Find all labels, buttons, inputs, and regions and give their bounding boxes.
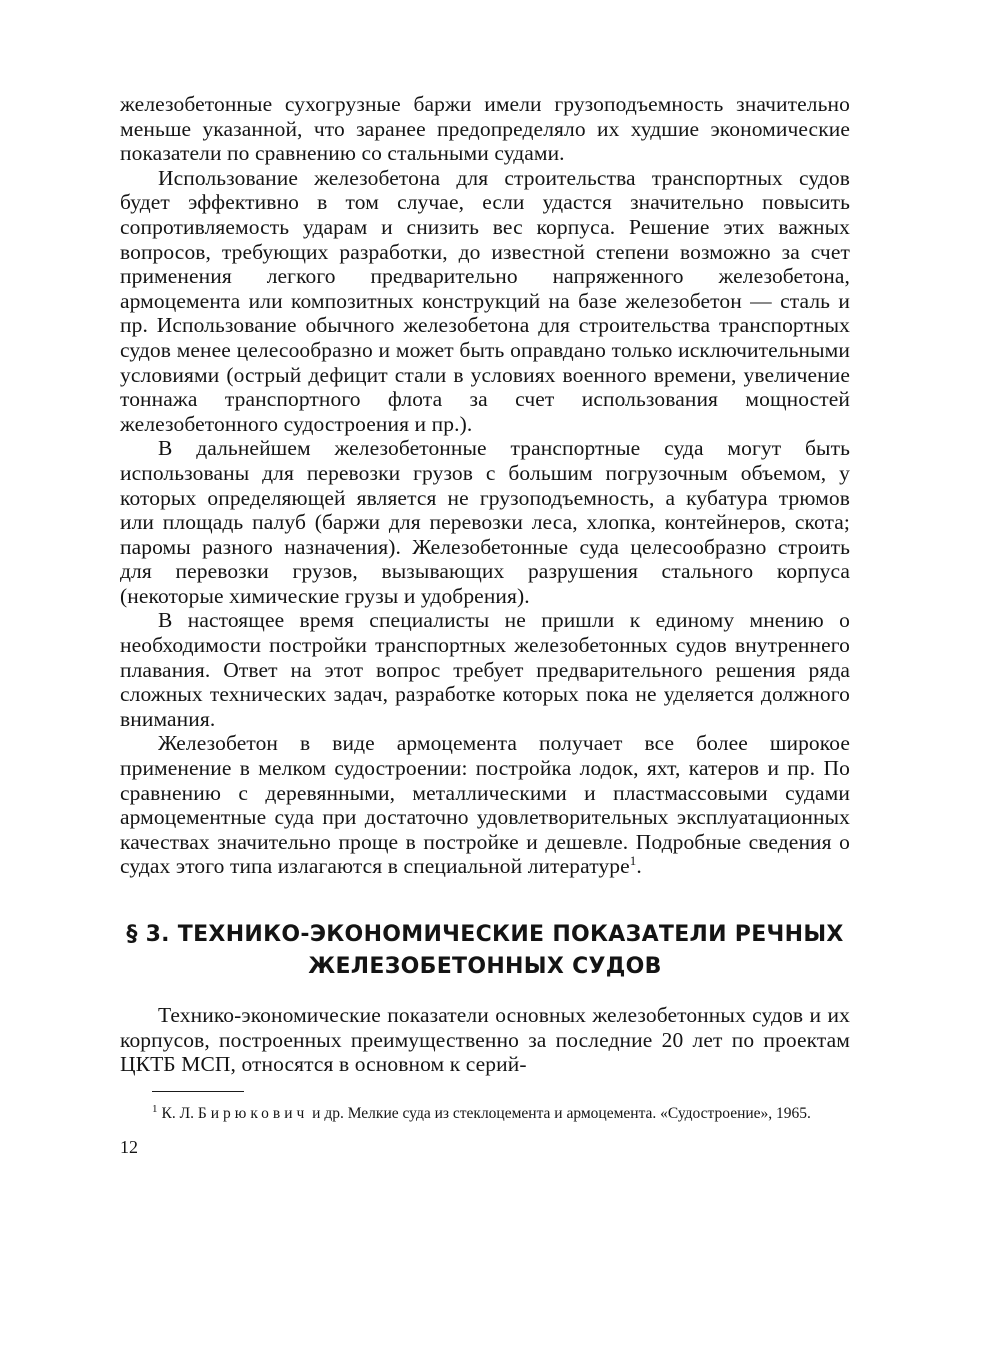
- section-heading-line-1: § 3. ТЕХНИКО-ЭКОНОМИЧЕСКИЕ ПОКАЗАТЕЛИ РЕЧНЫХ: [126, 922, 844, 947]
- section-text: [120, 1003, 850, 1077]
- section-paragraph-1-text: Технико-экономические показатели основных железобетонных судов и их корпусов, построенных преимущественно за последние 20 лет по проектам ЦКТБ МСП, относятся в основном к серий-: [120, 1003, 850, 1077]
- footnote-initials: К. Л.: [161, 1104, 194, 1122]
- footnote-text: и др. Мелкие суда из стеклоцемента и армоцемента. «Судостроение», 1965.: [312, 1104, 811, 1122]
- paragraph-5-end: .: [636, 854, 642, 879]
- footnote-number: 1: [152, 1102, 158, 1115]
- paragraph-1: [120, 92, 850, 166]
- paragraph-5-text: Железобетон в виде армоцемента получает все более широкое применение в мелком судостроении: постройка лодок, яхт, катеров и пр. По сравнению с деревянными, металлическими и пластмассовыми судами армоцементные суда при достаточно удовлетворительных эксплуатационных качествах значительно проще в постройке и дешевле. Подробные сведения о судах этого типа излагаются в специальной литературе: [120, 731, 850, 879]
- footnote-reference: 1: [629, 853, 637, 869]
- paragraph-2: [120, 166, 850, 437]
- footnote-divider: [152, 1091, 244, 1092]
- footnote-author: Бирюкович: [197, 1104, 309, 1122]
- section-paragraph-1: [120, 1003, 850, 1077]
- page-number: 12: [120, 1136, 138, 1157]
- footnote: [120, 1104, 850, 1124]
- section-heading: [120, 919, 850, 983]
- paragraph-4: [120, 608, 850, 731]
- paragraph-1-text: железобетонные сухогрузные баржи имели грузоподъемность значительно меньше указанной, что заранее предопределяло их худшие экономические показатели по сравнению со стальными судами.: [120, 92, 850, 166]
- paragraph-3: [120, 436, 850, 608]
- paragraph-5: [120, 731, 850, 879]
- paragraph-4-text: В настоящее время специалисты не пришли к единому мнению о необходимости постройки транспортных железобетонных судов внутреннего плавания. Ответ на этот вопрос требует предварительного решения ряда сложных технических задач, разработке которых пока не уделяется должного внимания.: [120, 608, 850, 731]
- body-text: [120, 92, 850, 879]
- paragraph-3-text: В дальнейшем железобетонные транспортные суда могут быть использованы для перевозки грузов с большим погрузочным объемом, у которых определяющей является не грузоподъемность, а кубатура трюмов или площадь палуб (баржи для перевозки леса, хлопка, контейнеров, скота; паромы разного назначения). Железобетонные суда целесообразно строить для перевозки грузов, вызывающих разрушения стального корпуса (некоторые химические грузы и удобрения).: [120, 436, 850, 608]
- section-heading-line-2: ЖЕЛЕЗОБЕТОННЫХ СУДОВ: [308, 954, 662, 979]
- paragraph-2-text: Использование железобетона для строительства транспортных судов будет эффективно в том случае, если удастся значительно повысить сопротивляемость ударам и снизить вес корпуса. Решение этих важных вопросов, требующих разработки, до известной степени возможно за счет применения легкого предварительно напряженного железобетона, армоцемента или композитных конструкций на базе железобетон — сталь и пр. Использование обычного железобетона для строительства транспортных судов менее целесообразно и может быть оправдано только исключительными условиями (острый дефицит стали в условиях военного времени, увеличение тоннажа транспортного флота за счет использования мощностей железобетонного судостроения и пр.).: [120, 165, 850, 436]
- document-page: [120, 92, 850, 1342]
